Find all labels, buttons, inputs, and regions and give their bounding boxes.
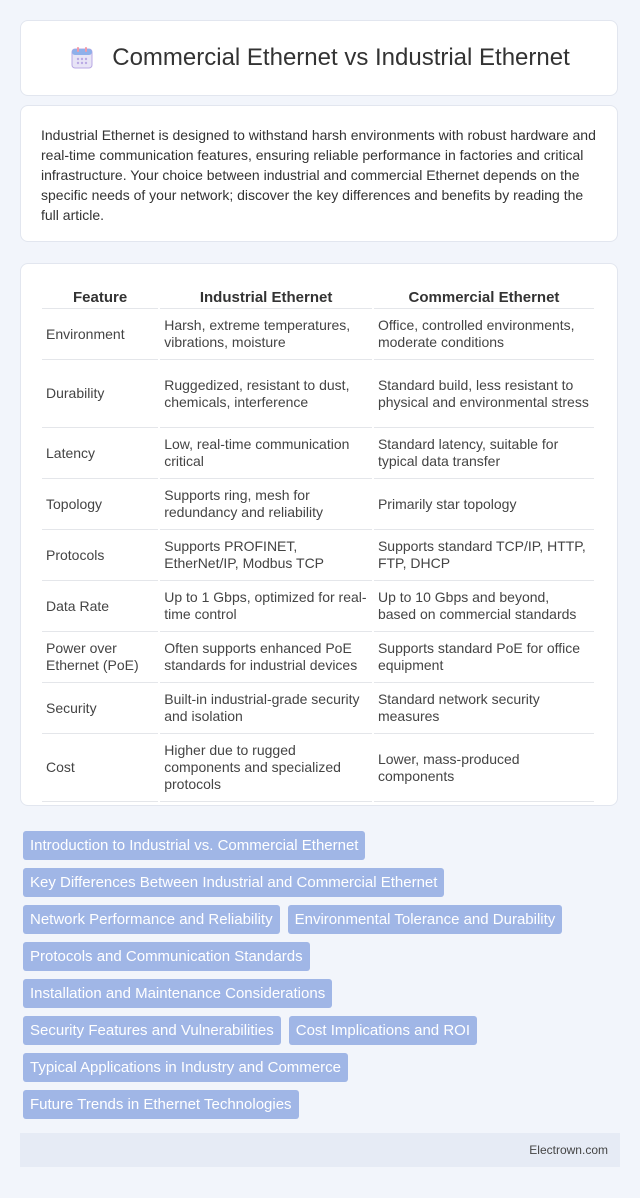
link-row — [23, 979, 613, 1008]
link-row — [23, 942, 613, 971]
feature-cell: Protocols — [42, 530, 158, 581]
commercial-cell: Up to 10 Gbps and beyond, based on commercial standards — [374, 581, 594, 632]
topic-links — [23, 831, 613, 1127]
table-row — [42, 530, 594, 581]
commercial-cell: Lower, mass-produced components — [374, 734, 594, 802]
topic-link[interactable]: Introduction to Industrial vs. Commercial Ethernet — [23, 831, 365, 860]
feature-cell: Environment — [42, 309, 158, 360]
industrial-cell: Often supports enhanced PoE standards for industrial devices — [160, 632, 372, 683]
commercial-cell: Standard build, less resistant to physical and environmental stress — [374, 360, 594, 428]
industrial-cell: Low, real-time communication critical — [160, 428, 372, 479]
topic-link[interactable]: Network Performance and Reliability — [23, 905, 280, 934]
link-row — [23, 1090, 613, 1119]
table-header-row — [42, 284, 594, 309]
table-row — [42, 581, 594, 632]
table-row — [42, 428, 594, 479]
link-row — [23, 1053, 613, 1082]
intro-text: Industrial Ethernet is designed to withstand harsh environments with robust hardware and real-time communication features, ensuring reliable performance in factories and critical infrastructure. Your choice between industrial and commercial Ethernet depends on the specific needs of your network; discover the key differences and benefits by reading the full article. — [41, 127, 596, 223]
comparison-table — [40, 284, 596, 802]
industrial-cell: Supports ring, mesh for redundancy and reliability — [160, 479, 372, 530]
header-feature: Feature — [42, 284, 158, 309]
comparison-table-card — [20, 263, 618, 806]
table-row — [42, 309, 594, 360]
commercial-cell: Office, controlled environments, moderate conditions — [374, 309, 594, 360]
header-industrial: Industrial Ethernet — [160, 284, 372, 309]
topic-link[interactable]: Key Differences Between Industrial and Commercial Ethernet — [23, 868, 444, 897]
topic-link[interactable]: Security Features and Vulnerabilities — [23, 1016, 281, 1045]
table-row — [42, 479, 594, 530]
feature-cell: Power over Ethernet (PoE) — [42, 632, 158, 683]
calendar-icon — [68, 44, 96, 72]
link-row — [23, 831, 613, 860]
feature-cell: Latency — [42, 428, 158, 479]
topic-link[interactable]: Environmental Tolerance and Durability — [288, 905, 563, 934]
page-title: Commercial Ethernet vs Industrial Ethernet — [112, 44, 570, 71]
industrial-cell: Harsh, extreme temperatures, vibrations, moisture — [160, 309, 372, 360]
industrial-cell: Ruggedized, resistant to dust, chemicals, interference — [160, 360, 372, 428]
header-commercial: Commercial Ethernet — [374, 284, 594, 309]
title-card — [20, 20, 618, 96]
link-row — [23, 868, 613, 897]
topic-link[interactable]: Future Trends in Ethernet Technologies — [23, 1090, 299, 1119]
commercial-cell: Supports standard TCP/IP, HTTP, FTP, DHCP — [374, 530, 594, 581]
commercial-cell: Standard latency, suitable for typical data transfer — [374, 428, 594, 479]
industrial-cell: Higher due to rugged components and specialized protocols — [160, 734, 372, 802]
commercial-cell: Supports standard PoE for office equipment — [374, 632, 594, 683]
industrial-cell: Supports PROFINET, EtherNet/IP, Modbus TCP — [160, 530, 372, 581]
table-row — [42, 632, 594, 683]
feature-cell: Topology — [42, 479, 158, 530]
table-row — [42, 360, 594, 428]
topic-link[interactable]: Cost Implications and ROI — [289, 1016, 477, 1045]
topic-link[interactable]: Typical Applications in Industry and Commerce — [23, 1053, 348, 1082]
commercial-cell: Primarily star topology — [374, 479, 594, 530]
industrial-cell: Up to 1 Gbps, optimized for real-time control — [160, 581, 372, 632]
feature-cell: Data Rate — [42, 581, 158, 632]
industrial-cell: Built-in industrial-grade security and isolation — [160, 683, 372, 734]
feature-cell: Cost — [42, 734, 158, 802]
intro-card — [20, 105, 618, 242]
link-row — [23, 905, 613, 934]
footer — [20, 1133, 620, 1167]
feature-cell: Durability — [42, 360, 158, 428]
footer-brand: Electrown.com — [529, 1143, 608, 1157]
topic-link[interactable]: Protocols and Communication Standards — [23, 942, 310, 971]
link-row — [23, 1016, 613, 1045]
commercial-cell: Standard network security measures — [374, 683, 594, 734]
feature-cell: Security — [42, 683, 158, 734]
table-row — [42, 683, 594, 734]
table-row — [42, 734, 594, 802]
topic-link[interactable]: Installation and Maintenance Considerations — [23, 979, 332, 1008]
